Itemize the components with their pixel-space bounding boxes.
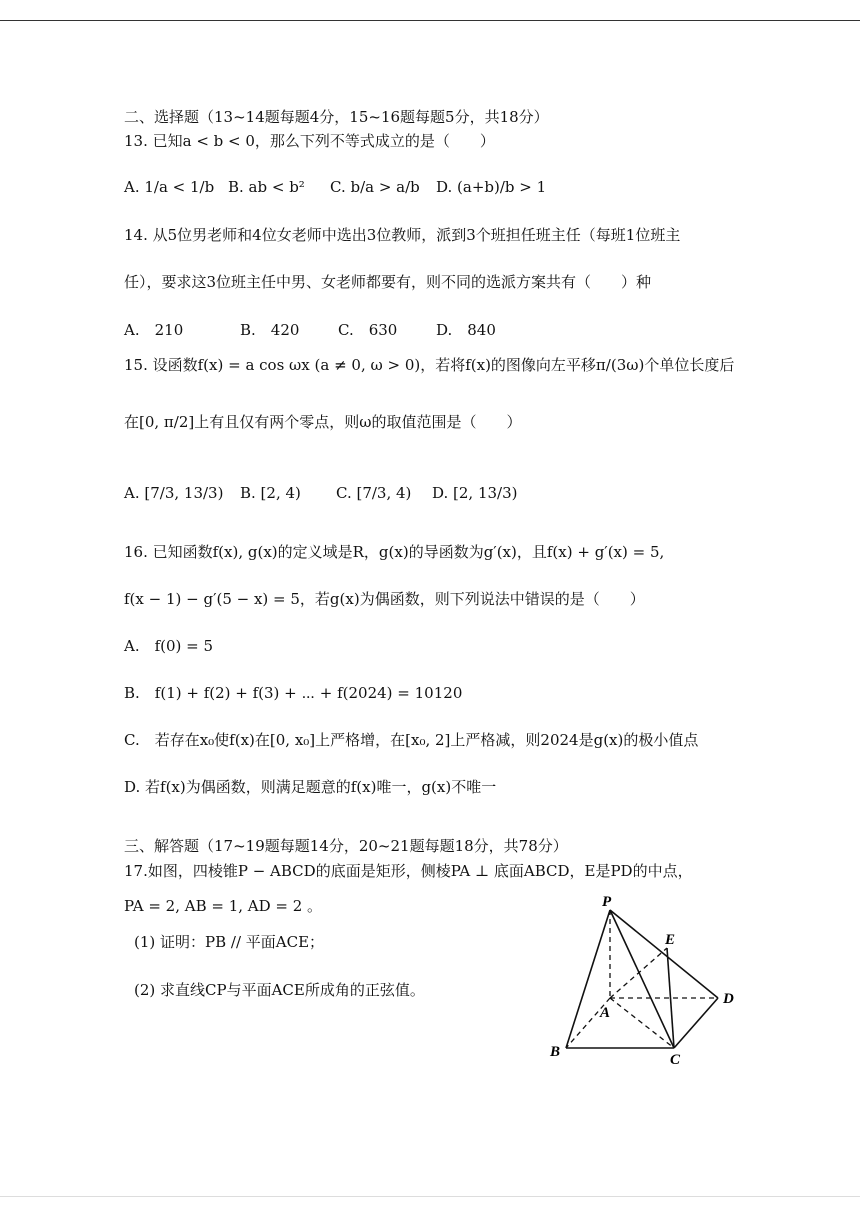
pyramid-figure	[540, 890, 750, 1070]
edge-pd	[610, 910, 718, 998]
edge-pb	[566, 910, 610, 1048]
q15-option-a: A. [7/3, 13/3)	[124, 484, 224, 502]
q16-option-c: C. 若存在x₀使f(x)在[0, x₀]上严格增，在[x₀, 2]上严格减，则2024是g(x)的极小值点	[124, 731, 699, 749]
q16-option-a: A. f(0) = 5	[124, 637, 214, 655]
q16-option-d: D. 若f(x)为偶函数，则满足题意的f(x)唯一，g(x)不唯一	[124, 778, 497, 796]
bottom-border	[0, 1196, 860, 1197]
label-e: E	[665, 932, 676, 948]
q17-part2: (2) 求直线CP与平面ACE所成角的正弦值。	[134, 981, 425, 999]
q16-option-b: B. f(1) + f(2) + f(3) + ⋯ + f(2024) = 10120	[124, 684, 463, 702]
edge-ae	[610, 948, 667, 998]
top-border	[0, 20, 860, 21]
section-3-header: 三、解答题（17~19题每题14分，20~21题每题18分，共78分）	[124, 837, 568, 855]
q17-part1: (1) 证明：PB // 平面ACE；	[134, 933, 325, 951]
edge-cd	[674, 998, 718, 1048]
q17-stem-line2: PA = 2, AB = 1, AD = 2 。	[124, 897, 323, 915]
q17-stem-line1: 17.如图，四棱锥P − ABCD的底面是矩形，侧棱PA ⊥ 底面ABCD，E是PD的中点，	[124, 862, 693, 880]
label-c: C	[670, 1052, 681, 1068]
q13-option-b: B. ab < b²	[228, 178, 305, 196]
q15-option-b: B. [2, 4)	[240, 484, 301, 502]
q15-option-d: D. [2, 13/3)	[432, 484, 518, 502]
label-a: A	[600, 1005, 611, 1021]
section-2-header: 二、选择题（13~14题每题4分，15~16题每题5分，共18分）	[124, 108, 549, 126]
q14-option-c: C. 630	[338, 321, 398, 339]
q15-stem-line1: 15. 设函数f(x) = a cos ωx (a ≠ 0, ω > 0)，若将f(x)的图像向左平移π/(3ω)个单位长度后	[124, 356, 735, 374]
label-d: D	[723, 991, 734, 1007]
q14-option-a: A. 210	[124, 321, 184, 339]
q15-option-c: C. [7/3, 4)	[336, 484, 412, 502]
edge-ac	[610, 998, 674, 1048]
q13-stem: 13. 已知a < b < 0，那么下列不等式成立的是（ ）	[124, 132, 495, 150]
label-p: P	[602, 894, 612, 910]
edge-pc	[610, 910, 674, 1048]
q13-option-a: A. 1/a < 1/b	[124, 178, 215, 196]
q14-stem-line1: 14. 从5位男老师和4位女老师中选出3位教师，派到3个班担任班主任（每班1位班主	[124, 226, 681, 244]
label-b: B	[550, 1044, 561, 1060]
q13-option-d: D. (a+b)/b > 1	[436, 178, 547, 196]
q14-option-d: D. 840	[436, 321, 496, 339]
q16-stem-line2: f(x − 1) − g′(5 − x) = 5，若g(x)为偶函数，则下列说法中错误的是（ ）	[124, 590, 645, 608]
q13-option-c: C. b/a > a/b	[330, 178, 420, 196]
q16-stem-line1: 16. 已知函数f(x), g(x)的定义域是R，g(x)的导函数为g′(x)，且f(x) + g′(x) = 5,	[124, 543, 665, 561]
q14-stem-line2: 任），要求这3位班主任中男、女老师都要有，则不同的选派方案共有（ ）种	[124, 273, 652, 291]
q15-stem-line2: 在[0, π/2]上有且仅有两个零点，则ω的取值范围是（ ）	[124, 413, 522, 431]
q14-option-b: B. 420	[240, 321, 300, 339]
